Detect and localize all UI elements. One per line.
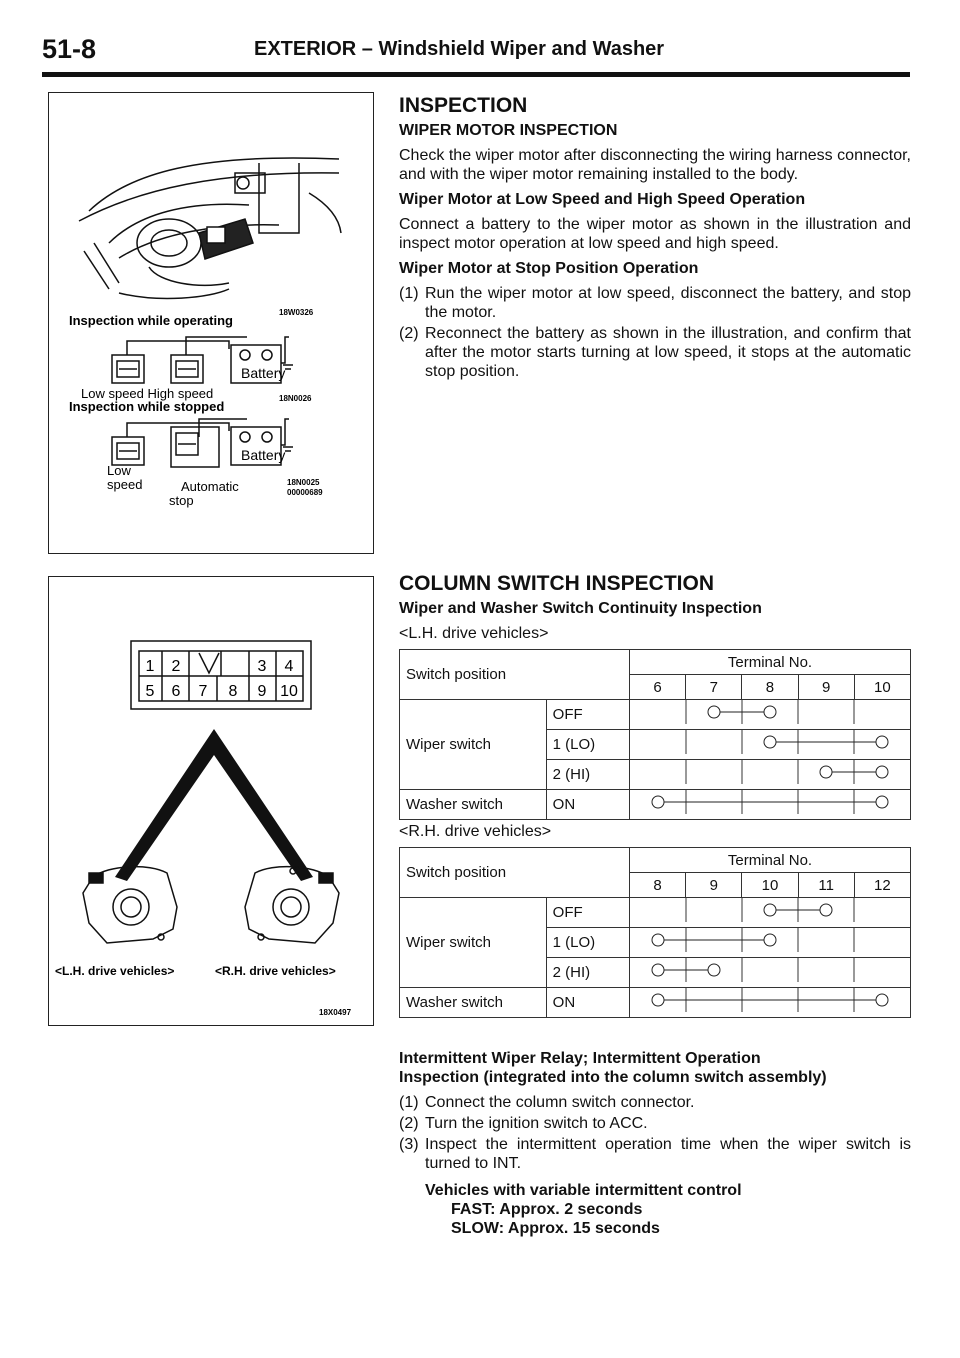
continuity-marker [876,736,888,748]
step-text: Inspect the intermittent operation time when the wiper switch is turned to INT. [425,1136,911,1172]
inspection-intro: Check the wiper motor after disconnecting the wiring harness connector, and with the wiper motor remaining installed to the body. [399,147,911,183]
washer-switch-label: Washer switch [400,790,547,820]
continuity-row [630,988,910,1012]
inspection-section [399,96,911,383]
label-battery-2: Battery [241,447,286,463]
continuity-row [630,760,910,784]
position-on: ON [546,988,629,1018]
continuity-marker [652,964,664,976]
position-hi: 2 (HI) [546,760,629,790]
switch-position-header: Switch position [400,650,630,700]
stop-step [399,284,911,322]
label-stop: stop [169,493,194,508]
intermittent-section [399,1049,911,1238]
lh-continuity-table [399,649,911,820]
continuity-marker [820,766,832,778]
intermittent-step [399,1093,911,1112]
pin-label: 2 [171,658,181,675]
continuity-marker [652,796,664,808]
wiper-switch-label: Wiper switch [400,700,547,790]
terminal-header: 7 [686,675,742,700]
terminal-header: 8 [629,873,685,898]
label-automatic: Automatic [181,479,239,494]
pin-label: 10 [280,683,298,700]
terminal-header: 12 [854,873,910,898]
position-on: ON [546,790,629,820]
step-number: (3) [399,1136,419,1153]
continuity-marker [764,934,776,946]
continuity-marker [652,934,664,946]
step-number: (2) [399,325,419,342]
pin-label: 5 [145,683,155,700]
step-text: Connect the column switch connector. [425,1094,695,1111]
column-switch-figure [48,576,374,1026]
continuity-marker [764,904,776,916]
position-lo: 1 (LO) [546,928,629,958]
terminal-header: 6 [629,675,685,700]
continuity-marker [764,706,776,718]
inspection-heading: INSPECTION [399,94,528,117]
stop-step [399,324,911,381]
label-lh-drive: <L.H. drive vehicles> [55,964,175,978]
wiper-motor-heading: WIPER MOTOR INSPECTION [399,122,618,139]
continuity-marker [876,796,888,808]
continuity-heading: Wiper and Washer Switch Continuity Inspection [399,600,762,617]
terminal-header: 10 [742,873,798,898]
wiper-motor-figure [48,92,374,554]
column-switch-section [399,574,911,1020]
pin-label: 4 [284,658,294,675]
pin-label: 9 [257,683,267,700]
pin-label: 8 [228,683,238,700]
continuity-row [630,730,910,754]
spec-heading: Vehicles with variable intermittent control [425,1182,742,1199]
continuity-marker [764,736,776,748]
continuity-row [630,898,910,922]
continuity-row [630,958,910,982]
position-lo: 1 (LO) [546,730,629,760]
continuity-marker [708,706,720,718]
lowhigh-heading: Wiper Motor at Low Speed and High Speed Operation [399,191,806,208]
lowhigh-text: Connect a battery to the wiper motor as shown in the illustration and inspect motor operation at low speed and high speed. [399,216,911,252]
intermittent-step [399,1135,911,1173]
label-battery-1: Battery [241,365,286,381]
terminal-header: 8 [742,675,798,700]
intermittent-step [399,1114,911,1133]
step-text: Turn the ignition switch to ACC. [425,1115,648,1132]
position-off: OFF [546,700,629,730]
page-header [42,18,910,72]
lh-drive-label: <L.H. drive vehicles> [399,625,549,642]
column-switch-heading: COLUMN SWITCH INSPECTION [399,572,714,595]
code-operating: 18W0326 [279,308,314,317]
pointer-wedge [115,729,313,881]
step-text: Run the wiper motor at low speed, disconnect the battery, and stop the motor. [425,285,911,321]
rh-continuity-table [399,847,911,1018]
terminal-header: 10 [854,675,910,700]
pin-label: 3 [257,658,267,675]
intermittent-heading-1: Intermittent Wiper Relay; Intermittent Operation [399,1050,761,1067]
position-off: OFF [546,898,629,928]
code-connector: 18X0497 [319,1008,352,1017]
continuity-marker [876,994,888,1006]
code-stop-2: 00000689 [287,488,323,497]
step-number: (2) [399,1115,419,1132]
washer-switch-label: Washer switch [400,988,547,1018]
continuity-marker [652,994,664,1006]
terminal-no-header: Terminal No. [629,848,910,873]
label-speed: speed [107,477,143,492]
intermittent-heading-2: Inspection (integrated into the column switch assembly) [399,1069,827,1086]
page-title: EXTERIOR – Windshield Wiper and Washer [254,38,665,60]
terminal-no-header: Terminal No. [629,650,910,675]
label-low: Low [107,463,131,478]
step-number: (1) [399,285,419,302]
terminal-header: 9 [686,873,742,898]
continuity-marker [708,964,720,976]
pin-label: 7 [198,683,208,700]
wiper-motor-illustration [49,93,373,553]
switch-position-header: Switch position [400,848,630,898]
continuity-marker [876,766,888,778]
label-rh-drive: <R.H. drive vehicles> [215,964,336,978]
lh-switch-body [83,867,177,943]
stop-heading: Wiper Motor at Stop Position Operation [399,260,699,277]
code-stopped: 18N0026 [279,394,312,403]
position-hi: 2 (HI) [546,958,629,988]
step-text: Reconnect the battery as shown in the illustration, and confirm that after the motor starts turning at low speed, it stops at the automatic stop position. [425,325,911,380]
column-switch-connector-illustration [49,577,373,1025]
rh-drive-label: <R.H. drive vehicles> [399,823,552,840]
step-number: (1) [399,1094,419,1111]
wiper-switch-label: Wiper switch [400,898,547,988]
caption-operating: Inspection while operating [69,313,233,328]
continuity-row [630,790,910,814]
spec-fast: FAST: Approx. 2 seconds [451,1201,643,1218]
code-stop-1: 18N0025 [287,478,320,487]
continuity-row [630,928,910,952]
terminal-header: 9 [798,675,854,700]
continuity-row [630,700,910,724]
label-low-high: Low speed High speed [81,386,214,401]
header-rule [42,72,910,77]
pin-label: 6 [171,683,181,700]
spec-block [425,1181,911,1238]
page-number: 51-8 [42,34,97,64]
pin-label: 1 [145,658,155,675]
caption-stopped: Inspection while stopped [69,399,225,414]
continuity-marker [820,904,832,916]
rh-switch-body [245,867,339,943]
spec-slow: SLOW: Approx. 15 seconds [451,1220,660,1237]
terminal-header: 11 [798,873,854,898]
